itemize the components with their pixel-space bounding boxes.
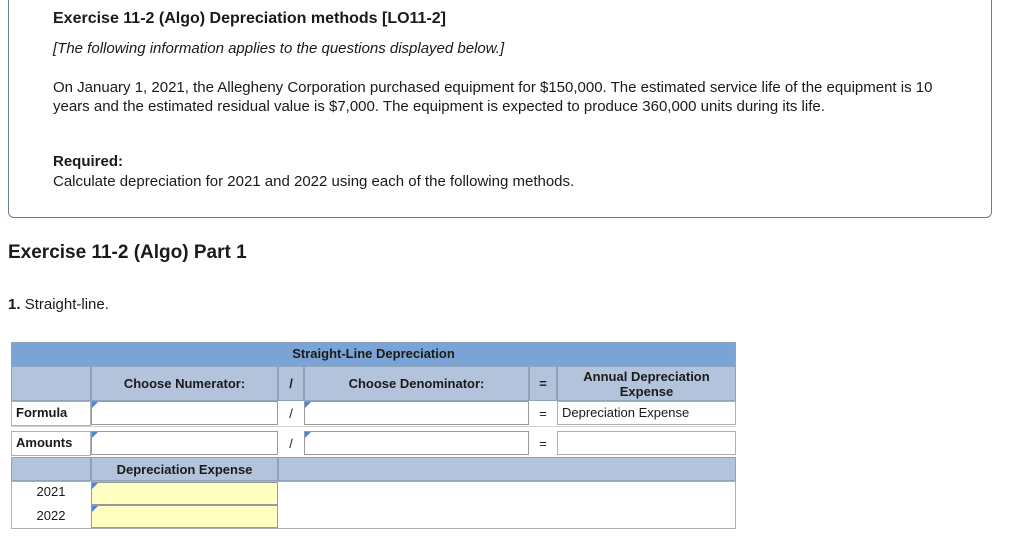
result-header: Annual Depreciation Expense <box>557 366 736 401</box>
amount-equals: = <box>539 435 547 451</box>
table-title: Straight-Line Depreciation <box>11 342 736 366</box>
expense-header: Depreciation Expense <box>91 457 278 481</box>
formula-denominator-select[interactable] <box>304 401 529 425</box>
formula-equals: = <box>539 405 547 421</box>
amount-result <box>557 431 736 455</box>
dropdown-marker-icon <box>305 402 311 408</box>
formula-label: Formula <box>11 401 91 426</box>
expense-band-blank <box>11 457 91 481</box>
dropdown-marker-icon <box>305 432 311 438</box>
formula-numerator-select[interactable] <box>91 401 278 425</box>
equals-header: = <box>529 366 557 401</box>
exercise-title: Exercise 11-2 (Algo) Depreciation methods [LO11-2] <box>53 10 447 27</box>
depreciation-2021-input[interactable] <box>91 482 278 505</box>
required-text: Calculate depreciation for 2021 and 2022 using each of the following methods. <box>53 173 575 190</box>
expense-band-fill <box>278 457 736 481</box>
numerator-header: Choose Numerator: <box>91 366 278 401</box>
amounts-label: Amounts <box>11 431 91 456</box>
depreciation-2022-input[interactable] <box>91 505 278 528</box>
dropdown-marker-icon <box>92 402 98 408</box>
question-text <box>8 296 109 313</box>
straight-line-table <box>11 342 736 529</box>
header-blank <box>11 366 91 401</box>
input-marker-icon <box>92 506 98 512</box>
info-note: [The following information applies to the questions displayed below.] <box>53 40 505 57</box>
formula-result: Depreciation Expense <box>557 401 736 425</box>
problem-description: On January 1, 2021, the Allegheny Corporation purchased equipment for $150,000. The estimated service life of the equipment is 10 years and the estimated residual value is $7,000. The equipment is expected to produce 360,000 units during its life. <box>53 79 933 115</box>
amount-numerator-input[interactable] <box>91 431 278 455</box>
required-label: Required: <box>53 153 124 170</box>
divide-header: / <box>278 366 304 401</box>
amount-denominator-input[interactable] <box>304 431 529 455</box>
year-label: 2021 <box>36 484 66 499</box>
input-marker-icon <box>92 483 98 489</box>
question-label: Straight-line. <box>24 296 109 313</box>
year-label: 2022 <box>36 508 66 523</box>
denominator-header: Choose Denominator: <box>304 366 529 401</box>
formula-divide: / <box>289 405 293 421</box>
amount-divide: / <box>289 435 293 451</box>
dropdown-marker-icon <box>92 432 98 438</box>
question-number: 1. <box>8 296 21 313</box>
part-title: Exercise 11-2 (Algo) Part 1 <box>8 242 247 263</box>
